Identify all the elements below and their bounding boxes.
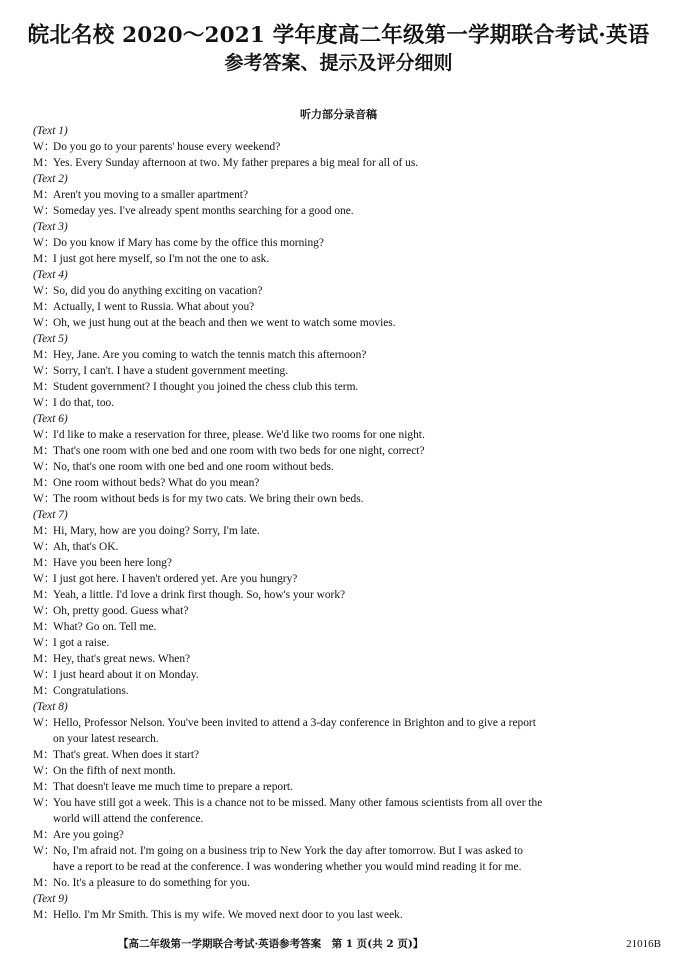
speaker-label: M： bbox=[33, 909, 55, 921]
text-number-label: (Text 7) bbox=[33, 509, 68, 521]
dialogue-text: No. It's a pleasure to do something for you. bbox=[53, 877, 250, 889]
dialogue-line bbox=[0, 203, 677, 219]
dialogue-text: That's great. When does it start? bbox=[53, 749, 200, 761]
dialogue-text: Have you been here long? bbox=[53, 557, 172, 569]
dialogue-text: I just heard about it on Monday. bbox=[53, 669, 199, 681]
dialogue-text: Yes. Every Sunday afternoon at two. My father prepares a big meal for all of us. bbox=[53, 157, 419, 169]
speaker-label: W： bbox=[33, 845, 56, 857]
dialogue-text: Hello, Professor Nelson. You've been invited to attend a 3-day conference in Brighton and to give a report bbox=[53, 717, 536, 729]
dialogue-text: Congratulations. bbox=[53, 685, 129, 697]
dialogue-line bbox=[0, 299, 677, 315]
text-number-label: (Text 4) bbox=[33, 269, 68, 281]
dialogue-line bbox=[0, 523, 677, 539]
dialogue-text: The room without beds is for my two cats. We bring their own beds. bbox=[53, 493, 364, 505]
speaker-label: M： bbox=[33, 525, 55, 537]
speaker-label: W： bbox=[33, 573, 56, 585]
dialogue-text: That's one room with one bed and one room with two beds for one night, correct? bbox=[53, 445, 425, 457]
speaker-label: W： bbox=[33, 717, 56, 729]
dialogue-text: I just got here myself, so I'm not the one to ask. bbox=[53, 253, 270, 265]
dialogue-line bbox=[0, 539, 677, 555]
text-number-label: (Text 1) bbox=[33, 125, 68, 137]
section-title: 听力部分录音稿 bbox=[300, 108, 377, 121]
speaker-label: M： bbox=[33, 749, 55, 761]
dialogue-line bbox=[0, 827, 677, 843]
speaker-label: M： bbox=[33, 189, 55, 201]
speaker-label: W： bbox=[33, 397, 56, 409]
text-number-label: (Text 5) bbox=[33, 333, 68, 345]
footer-page-info: 【高二年级第一学期联合考试·英语参考答案 第 1 页(共 2 页)】 bbox=[118, 938, 424, 950]
dialogue-line bbox=[0, 315, 677, 331]
dialogue-line bbox=[0, 747, 677, 763]
dialogue-line bbox=[0, 491, 677, 507]
dialogue-text: Someday yes. I've already spent months searching for a good one. bbox=[53, 205, 354, 217]
dialogue-text: Oh, we just hung out at the beach and then we went to watch some movies. bbox=[53, 317, 396, 329]
speaker-label: W： bbox=[33, 669, 56, 681]
speaker-label: M： bbox=[33, 253, 55, 265]
text-number-heading bbox=[0, 331, 677, 347]
speaker-label: M： bbox=[33, 589, 55, 601]
dialogue-line bbox=[0, 395, 677, 411]
dialogue-text: Aren't you moving to a smaller apartment? bbox=[53, 189, 249, 201]
dialogue-line bbox=[0, 795, 677, 811]
dialogue-line bbox=[0, 651, 677, 667]
dialogue-line bbox=[0, 907, 677, 923]
text-number-label: (Text 9) bbox=[33, 893, 68, 905]
dialogue-line bbox=[0, 347, 677, 363]
dialogue-text: have a report to be read at the conference. I was wondering whether you would mind reading it for me. bbox=[53, 861, 522, 873]
text-number-label: (Text 2) bbox=[33, 173, 68, 185]
text-number-heading bbox=[0, 507, 677, 523]
speaker-label: M： bbox=[33, 477, 55, 489]
dialogue-text: world will attend the conference. bbox=[53, 813, 204, 825]
dialogue-text: I got a raise. bbox=[53, 637, 110, 649]
dialogue-line bbox=[0, 187, 677, 203]
dialogue-line bbox=[0, 283, 677, 299]
text-number-label: (Text 8) bbox=[33, 701, 68, 713]
speaker-label: W： bbox=[33, 493, 56, 505]
page-footer bbox=[0, 936, 677, 952]
dialogue-line bbox=[0, 779, 677, 795]
dialogue-text: So, did you do anything exciting on vacation? bbox=[53, 285, 263, 297]
text-number-heading bbox=[0, 219, 677, 235]
speaker-label: M： bbox=[33, 653, 55, 665]
dialogue-text: Do you go to your parents' house every weekend? bbox=[53, 141, 281, 153]
dialogue-line bbox=[0, 635, 677, 651]
dialogue-text: I just got here. I haven't ordered yet. Are you hungry? bbox=[53, 573, 298, 585]
speaker-label: W： bbox=[33, 797, 56, 809]
dialogue-line-continuation bbox=[0, 811, 677, 827]
dialogue-line bbox=[0, 715, 677, 731]
dialogue-text: Hey, Jane. Are you coming to watch the tennis match this afternoon? bbox=[53, 349, 367, 361]
speaker-label: M： bbox=[33, 877, 55, 889]
transcript bbox=[0, 123, 677, 923]
dialogue-line bbox=[0, 667, 677, 683]
dialogue-text: Ah, that's OK. bbox=[53, 541, 119, 553]
dialogue-text: On the fifth of next month. bbox=[53, 765, 176, 777]
speaker-label: M： bbox=[33, 621, 55, 633]
dialogue-text: Hey, that's great news. When? bbox=[53, 653, 191, 665]
speaker-label: W： bbox=[33, 141, 56, 153]
dialogue-line bbox=[0, 363, 677, 379]
speaker-label: M： bbox=[33, 445, 55, 457]
dialogue-line-continuation bbox=[0, 859, 677, 875]
dialogue-line bbox=[0, 427, 677, 443]
speaker-label: W： bbox=[33, 637, 56, 649]
dialogue-line bbox=[0, 459, 677, 475]
speaker-label: M： bbox=[33, 781, 55, 793]
dialogue-line bbox=[0, 443, 677, 459]
text-number-label: (Text 6) bbox=[33, 413, 68, 425]
dialogue-text: No, I'm afraid not. I'm going on a business trip to New York the day after tomorrow. But I was asked to bbox=[53, 845, 523, 857]
document-subtitle: 参考答案、提示及评分细则 bbox=[224, 52, 453, 74]
dialogue-line bbox=[0, 139, 677, 155]
dialogue-text: on your latest research. bbox=[53, 733, 159, 745]
dialogue-line bbox=[0, 571, 677, 587]
text-number-heading bbox=[0, 891, 677, 907]
speaker-label: M： bbox=[33, 301, 55, 313]
dialogue-text: Oh, pretty good. Guess what? bbox=[53, 605, 189, 617]
speaker-label: M： bbox=[33, 685, 55, 697]
dialogue-line bbox=[0, 475, 677, 491]
dialogue-line bbox=[0, 251, 677, 267]
speaker-label: W： bbox=[33, 541, 56, 553]
dialogue-line bbox=[0, 155, 677, 171]
speaker-label: W： bbox=[33, 429, 56, 441]
dialogue-text: You have still got a week. This is a chance not to be missed. Many other famous scientists from all over the bbox=[53, 797, 543, 809]
dialogue-line bbox=[0, 619, 677, 635]
dialogue-text: That doesn't leave me much time to prepare a report. bbox=[53, 781, 293, 793]
dialogue-line bbox=[0, 587, 677, 603]
dialogue-line bbox=[0, 235, 677, 251]
footer-code: 21016B bbox=[626, 938, 661, 950]
dialogue-text: Yeah, a little. I'd love a drink first though. So, how's your work? bbox=[53, 589, 346, 601]
dialogue-text: I do that, too. bbox=[53, 397, 115, 409]
dialogue-text: No, that's one room with one bed and one room without beds. bbox=[53, 461, 334, 473]
speaker-label: W： bbox=[33, 765, 56, 777]
dialogue-text: Are you going? bbox=[53, 829, 124, 841]
speaker-label: W： bbox=[33, 285, 56, 297]
dialogue-text: I'd like to make a reservation for three, please. We'd like two rooms for one night. bbox=[53, 429, 425, 441]
speaker-label: W： bbox=[33, 205, 56, 217]
dialogue-line bbox=[0, 555, 677, 571]
dialogue-text: Hello. I'm Mr Smith. This is my wife. We moved next door to you last week. bbox=[53, 909, 403, 921]
dialogue-line bbox=[0, 875, 677, 891]
speaker-label: W： bbox=[33, 317, 56, 329]
dialogue-text: One room without beds? What do you mean? bbox=[53, 477, 260, 489]
speaker-label: M： bbox=[33, 349, 55, 361]
dialogue-text: Sorry, I can't. I have a student government meeting. bbox=[53, 365, 289, 377]
text-number-heading bbox=[0, 699, 677, 715]
dialogue-line bbox=[0, 379, 677, 395]
speaker-label: M： bbox=[33, 557, 55, 569]
text-number-heading bbox=[0, 411, 677, 427]
text-number-heading bbox=[0, 171, 677, 187]
dialogue-line-continuation bbox=[0, 731, 677, 747]
dialogue-line bbox=[0, 683, 677, 699]
speaker-label: M： bbox=[33, 157, 55, 169]
dialogue-line bbox=[0, 763, 677, 779]
speaker-label: W： bbox=[33, 365, 56, 377]
speaker-label: W： bbox=[33, 237, 56, 249]
speaker-label: M： bbox=[33, 381, 55, 393]
text-number-heading bbox=[0, 267, 677, 283]
dialogue-text: Student government? I thought you joined the chess club this term. bbox=[53, 381, 359, 393]
text-number-label: (Text 3) bbox=[33, 221, 68, 233]
dialogue-text: Do you know if Mary has come by the office this morning? bbox=[53, 237, 324, 249]
speaker-label: W： bbox=[33, 461, 56, 473]
speaker-label: W： bbox=[33, 605, 56, 617]
dialogue-line bbox=[0, 843, 677, 859]
dialogue-text: Hi, Mary, how are you doing? Sorry, I'm late. bbox=[53, 525, 260, 537]
speaker-label: M： bbox=[33, 829, 55, 841]
text-number-heading bbox=[0, 123, 677, 139]
dialogue-line bbox=[0, 603, 677, 619]
document-title: 皖北名校 2020～2021 学年度高二年级第一学期联合考试·英语 bbox=[27, 23, 650, 48]
dialogue-text: Actually, I went to Russia. What about you? bbox=[53, 301, 255, 313]
dialogue-text: What? Go on. Tell me. bbox=[53, 621, 157, 633]
